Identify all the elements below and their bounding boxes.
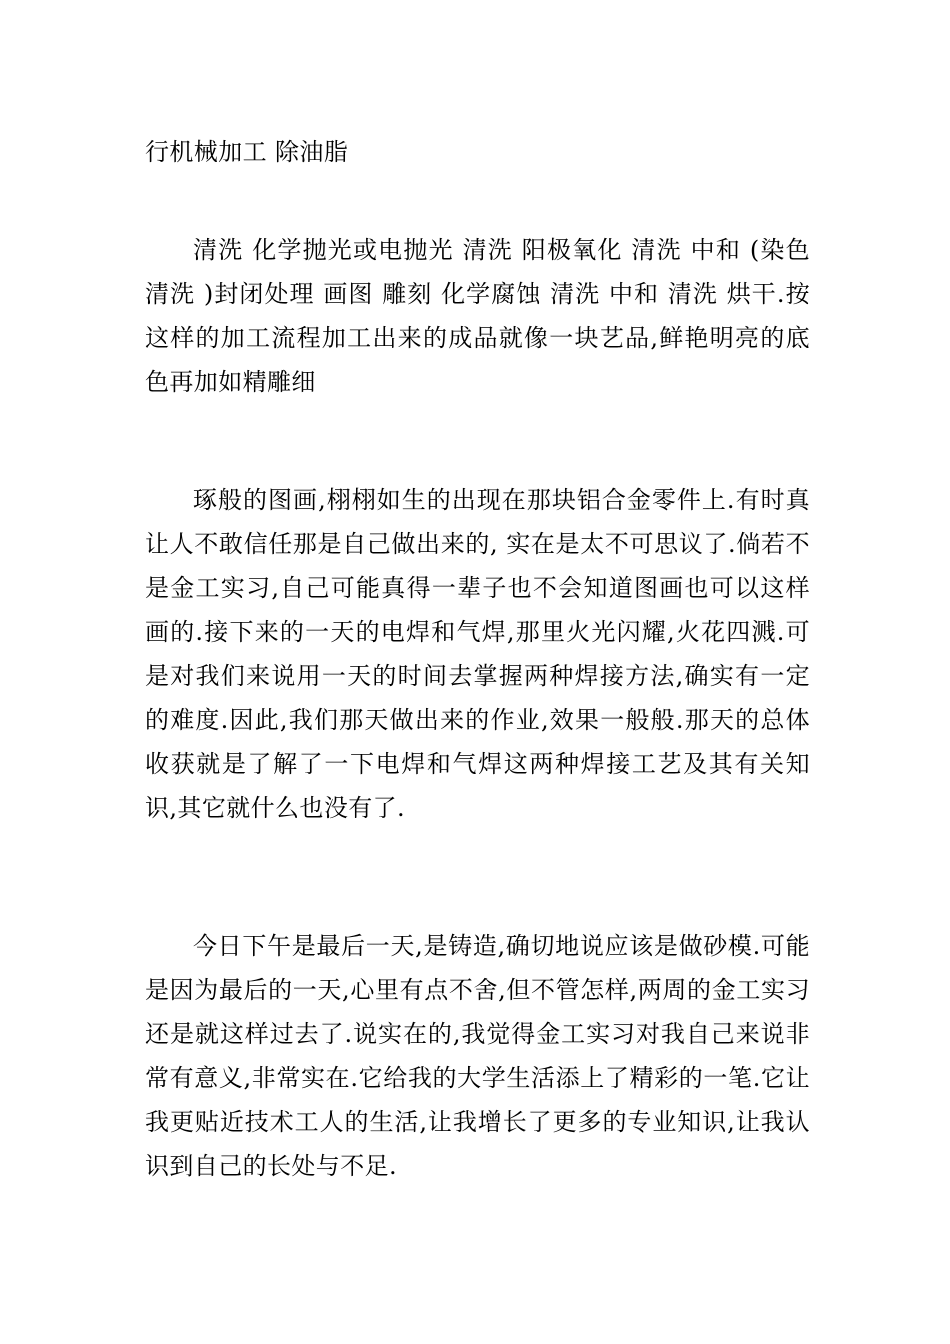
paragraph-2: 清洗 化学抛光或电抛光 清洗 阳极氧化 清洗 中和 (染色 清洗 )封闭处理 画图 雕刻 化学腐蚀 清洗 中和 清洗 烘干.按这样的加工流程加工出来的成品就像一块艺品,鲜艳明亮的底色再加如精雕细 <box>145 236 810 396</box>
paragraph-3: 琢般的图画,栩栩如生的出现在那块铝合金零件上.有时真让人不敢信任那是自己做出来的, 实在是太不可思议了.倘若不是金工实习,自己可能真得一辈子也不会知道图画也可以这样画的.接下来的一天的电焊和气焊,那里火光闪耀,火花四溅.可是对我们来说用一天的时间去掌握两种焊接方法,确实有一定的难度.因此,我们那天做出来的作业,效果一般般.那天的总体收获就是了解了一下电焊和气焊这两种焊接工艺及其有关知识,其它就什么也没有了. <box>145 486 810 822</box>
paragraph-4: 今日下午是最后一天,是铸造,确切地说应该是做砂模.可能是因为最后的一天,心里有点不舍,但不管怎样,两周的金工实习还是就这样过去了.说实在的,我觉得金工实习对我自己来说非常有意义,非常实在.它给我的大学生活添上了精彩的一笔.它让我更贴近技术工人的生活,让我增长了更多的专业知识,让我认识到自己的长处与不足. <box>145 932 810 1180</box>
paragraph-1: 行机械加工 除油脂 <box>145 138 349 166</box>
